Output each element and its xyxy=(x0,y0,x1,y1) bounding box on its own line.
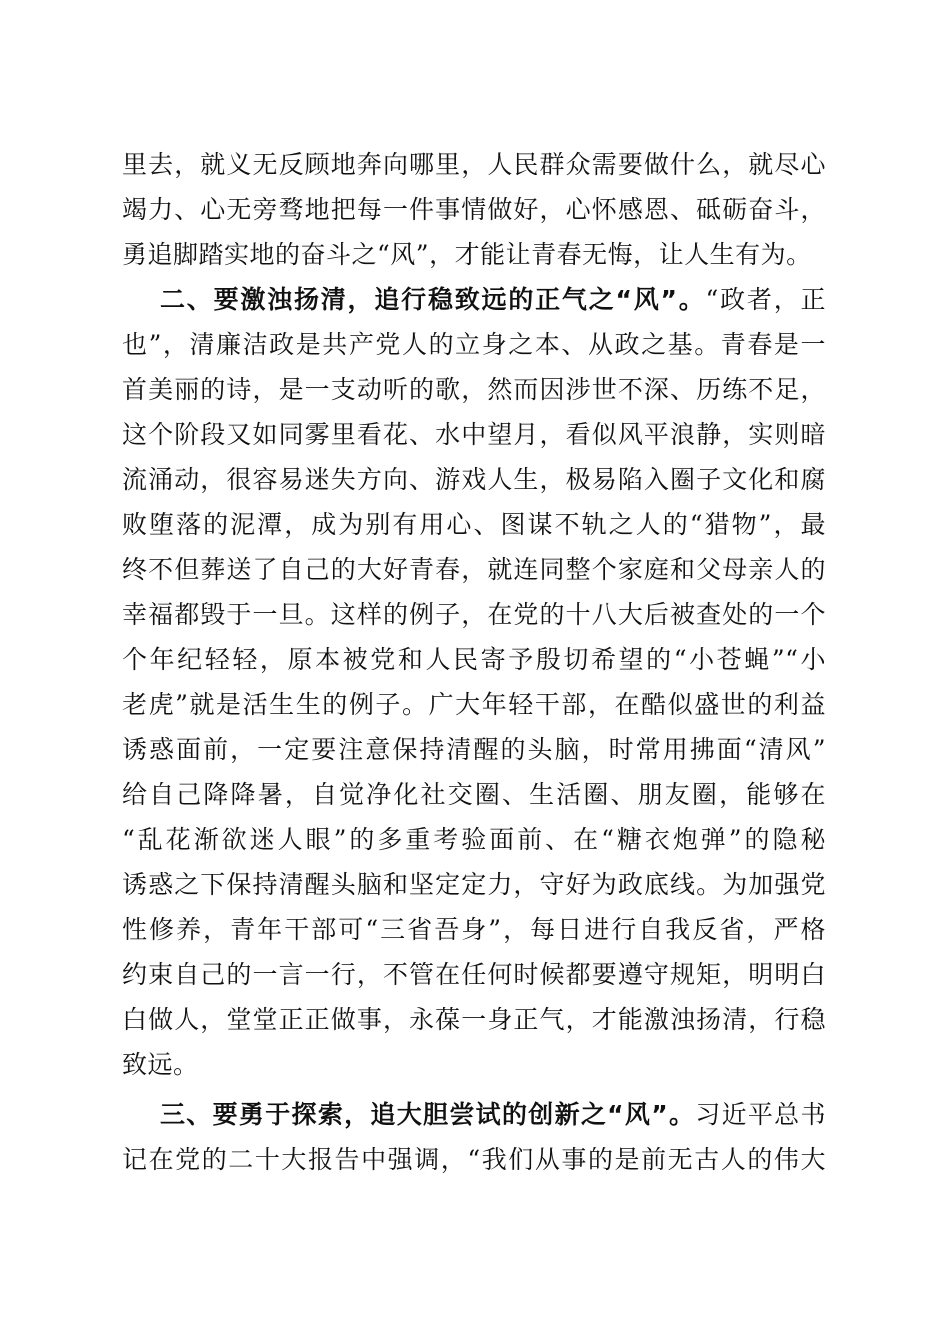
paragraph-line: 这个阶段又如同雾里看花、水中望月，看似风平浪静，实则暗 xyxy=(122,420,826,449)
paragraph-line: 记在党的二十大报告中强调，“我们从事的是前无古人的伟大 xyxy=(122,1145,826,1174)
section-3-first-line xyxy=(122,1092,826,1137)
paragraph-line: 约束自己的一言一行，不管在任何时候都要遵守规矩，明明白 xyxy=(122,960,826,989)
paragraph-line: 致远。 xyxy=(122,1050,199,1079)
paragraph-line: 白做人，堂堂正正做事，永葆一身正气，才能激浊扬清，行稳 xyxy=(122,1005,826,1034)
paragraph-line: 幸福都毁于一旦。这样的例子，在党的十八大后被查处的一个 xyxy=(122,600,826,629)
section-2-first-line xyxy=(122,277,826,322)
paragraph-line: 诱惑面前，一定要注意保持清醒的头脑，时常用拂面“清风” xyxy=(122,735,826,764)
paragraph-line: “乱花渐欲迷人眼”的多重考验面前、在“糖衣炮弹”的隐秘 xyxy=(122,825,826,854)
paragraph-line: 里去，就义无反顾地奔向哪里，人民群众需要做什么，就尽心 xyxy=(122,150,826,179)
paragraph-line: 诱惑之下保持清醒头脑和坚定定力，守好为政底线。为加强党 xyxy=(122,870,826,899)
paragraph-line: 也”，清廉洁政是共产党人的立身之本、从政之基。青春是一 xyxy=(122,330,826,359)
section-3-lead-text: 习近平总书 xyxy=(695,1100,826,1129)
paragraph-line: 个年纪轻轻，原本被党和人民寄予殷切希望的“小苍蝇”“小 xyxy=(122,645,826,674)
paragraph-line: 老虎”就是活生生的例子。广大年轻干部，在酷似盛世的利益 xyxy=(122,690,826,719)
section-2-lead-text: “政者，正 xyxy=(705,285,826,314)
paragraph-line: 性修养，青年干部可“三省吾身”，每日进行自我反省，严格 xyxy=(122,915,826,944)
paragraph-line: 流涌动，很容易迷失方向、游戏人生，极易陷入圈子文化和腐 xyxy=(122,465,826,494)
paragraph-line: 给自己降降暑，自觉净化社交圈、生活圈、朋友圈，能够在 xyxy=(122,780,826,809)
section-2-heading: 二、要激浊扬清，追行稳致远的正气之“风”。 xyxy=(160,285,706,314)
paragraph-line: 勇追脚踏实地的奋斗之“风”，才能让青春无悔，让人生有为。 xyxy=(122,240,812,269)
paragraph-line: 终不但葬送了自己的大好青春，就连同整个家庭和父母亲人的 xyxy=(122,555,826,584)
section-3-heading: 三、要勇于探索，追大胆尝试的创新之“风”。 xyxy=(160,1100,696,1129)
paragraph-line: 竭力、心无旁骛地把每一件事情做好，心怀感恩、砥砺奋斗， xyxy=(122,195,826,224)
paragraph-line: 败堕落的泥潭，成为别有用心、图谋不轨之人的“猎物”，最 xyxy=(122,510,826,539)
body-text xyxy=(122,142,826,1182)
paragraph-line: 首美丽的诗，是一支动听的歌，然而因涉世不深、历练不足， xyxy=(122,375,826,404)
